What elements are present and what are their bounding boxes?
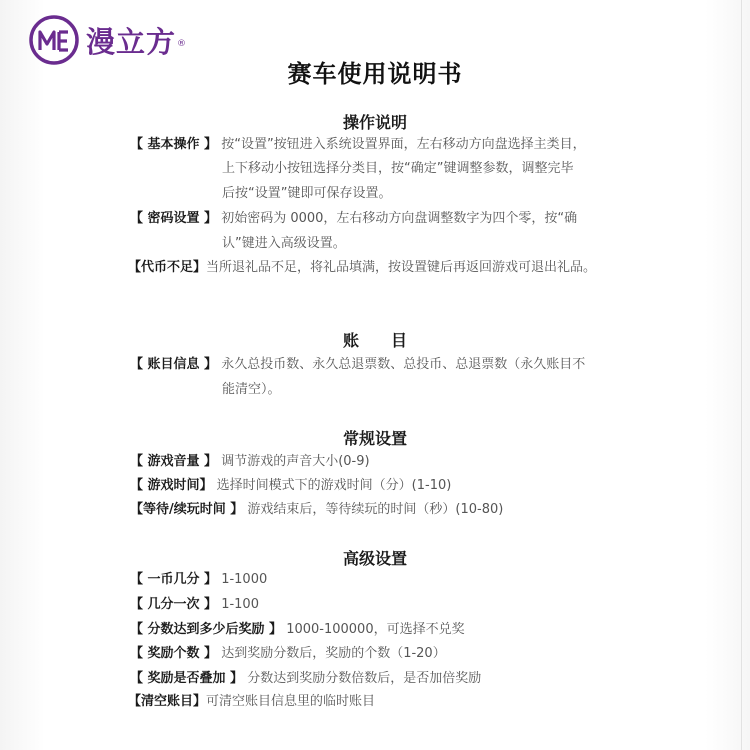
operation-basic-line2: 上下移动小按钮选择分类目，按“确定”键调整参数，调整完毕	[222, 161, 574, 176]
advanced-points-per	[130, 593, 259, 617]
general-time-label: 【 游戏时间】	[130, 478, 213, 493]
operation-password	[130, 207, 577, 231]
advanced-points-per-label: 【 几分一次 】	[130, 597, 218, 612]
advanced-reward-stack-label: 【 奖励是否叠加 】	[130, 671, 244, 686]
advanced-coin-points-label: 【 一币几分 】	[130, 572, 218, 587]
account-info	[130, 353, 585, 377]
advanced-coin-points	[130, 568, 267, 592]
advanced-coin-points-text: 1-1000	[221, 572, 268, 587]
general-wait	[130, 498, 503, 522]
advanced-clear-label: 【清空账目】	[128, 694, 207, 709]
operation-basic-label: 【 基本操作 】	[130, 137, 218, 152]
general-volume-text: 调节游戏的声音大小(0-9)	[221, 454, 370, 469]
section-title-general: 常规设置	[342, 429, 407, 448]
account-info-line1: 永久总投币数、永久总退票数、总投币、总退票数（永久账目不	[221, 357, 586, 372]
advanced-reward-at	[130, 618, 465, 642]
general-volume	[130, 450, 370, 474]
general-time	[130, 474, 451, 498]
advanced-clear	[128, 690, 375, 714]
general-wait-label: 【等待/续玩时间 】	[130, 502, 244, 517]
section-title-advanced: 高级设置	[342, 549, 407, 568]
advanced-reward-at-text: 1000-100000，可选择不兑奖	[286, 622, 465, 637]
brand-name: 漫立方	[86, 24, 177, 59]
advanced-reward-stack	[130, 667, 481, 691]
operation-coin-label: 【代币不足】	[128, 260, 207, 275]
operation-basic-line1: 按“设置”按钮进入系统设置界面，左右移动方向盘选择主类目，	[221, 137, 586, 152]
section-title-account: 账 目	[342, 331, 407, 350]
account-info-line2: 能清空）。	[222, 382, 281, 397]
advanced-points-per-text: 1-100	[221, 597, 259, 612]
document-title: 赛车使用说明书	[287, 60, 463, 88]
general-wait-text: 游戏结束后，等待续玩的时间（秒）(10-80)	[247, 502, 504, 517]
brand-reg-mark: ®	[177, 39, 187, 49]
general-volume-label: 【 游戏音量 】	[130, 454, 218, 469]
account-info-label: 【 账目信息 】	[130, 357, 218, 372]
operation-password-label: 【 密码设置 】	[130, 211, 218, 226]
operation-coin	[128, 256, 596, 280]
advanced-clear-text: 可清空账目信息里的临时账目	[206, 694, 376, 709]
operation-coin-line1: 当所退礼品不足，将礼品填满，按设置键后再返回游戏可退出礼品。	[206, 260, 597, 275]
operation-password-line1: 初始密码为 0000，左右移动方向盘调整数字为四个零，按“确	[221, 211, 578, 226]
advanced-reward-stack-text: 分数达到奖励分数倍数后，是否加倍奖励	[247, 671, 482, 686]
advanced-reward-count	[130, 642, 446, 666]
operation-basic-line3: 后按“设置”键即可保存设置。	[222, 186, 392, 201]
operation-password-line2: 认”键进入高级设置。	[222, 236, 346, 251]
general-time-text: 选择时间模式下的游戏时间（分）(1-10)	[216, 478, 452, 493]
operation-basic	[130, 133, 586, 157]
advanced-reward-at-label: 【 分数达到多少后奖励 】	[130, 622, 283, 637]
section-title-operation: 操作说明	[342, 113, 407, 132]
advanced-reward-count-text: 达到奖励分数后，奖励的个数（1-20）	[221, 646, 446, 661]
advanced-reward-count-label: 【 奖励个数 】	[130, 646, 218, 661]
